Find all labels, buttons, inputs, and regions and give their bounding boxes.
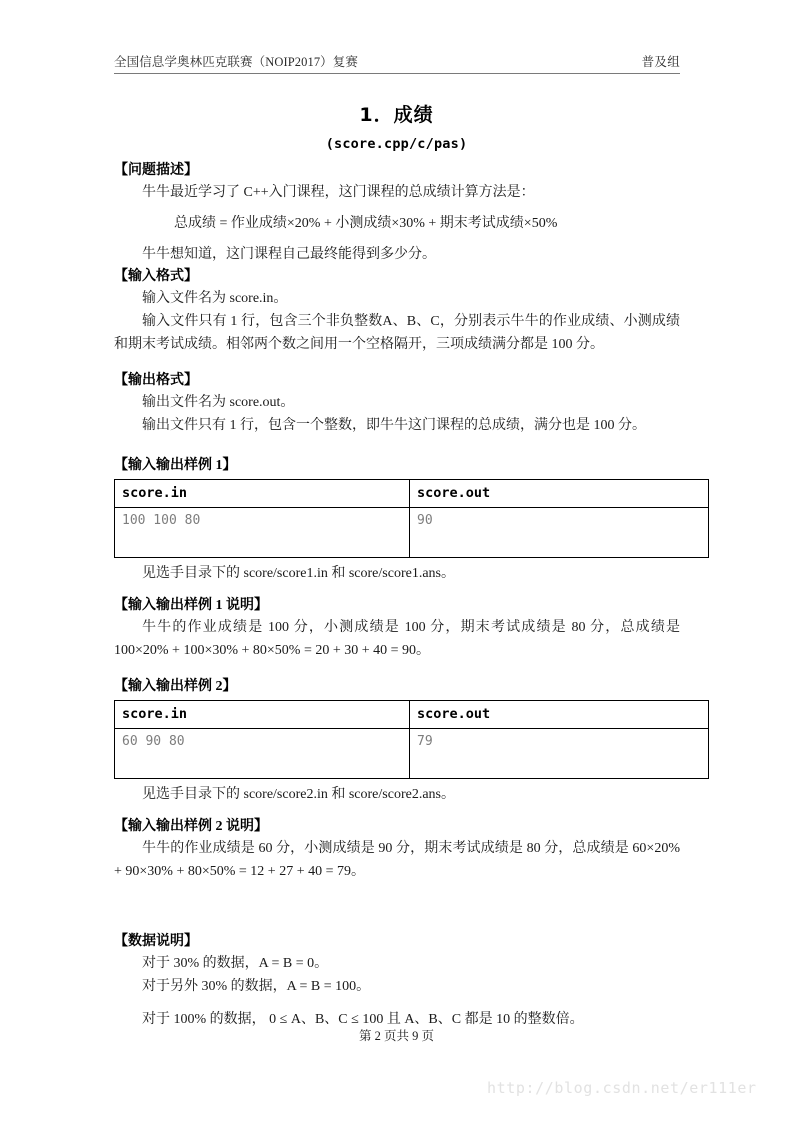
data-description-line-3: 对于 100% 的数据， 0 ≤ A、B、C ≤ 100 且 A、B、C 都是 10 的整数倍。 (142, 1012, 584, 1027)
sample-2-header-output: score.out (410, 701, 709, 729)
data-description-line-1: 对于 30% 的数据，A = B = 0。 (142, 956, 329, 971)
output-format-line-2: 输出文件只有 1 行，包含一个整数，即牛牛这门课程的总成绩，满分也是 100 分。 (142, 418, 646, 433)
section-heading-data-description: 【数据说明】 (114, 934, 198, 949)
header-contest-name: 全国信息学奥林匹克联赛（NOIP2017）复赛 (114, 55, 358, 69)
input-format-line-2: 输入文件只有 1 行，包含三个非负整数A、B、C，分别表示牛牛的作业成绩、小测成绩和期末考试成绩。相邻两个数之间用一个空格隔开，三项成绩满分都是 100 分。 (114, 314, 680, 352)
watermark-url: http://blog.csdn.net/er111er (487, 1079, 757, 1097)
sample-2-explanation-text: 牛牛的作业成绩是 60 分，小测成绩是 90 分，期末考试成绩是 80 分，总成绩是 60×20% + 90×30% + 80×50% = 12 + 27 + 40 = 79。 (114, 841, 680, 879)
table-row (115, 701, 709, 729)
page-subtitle-filenames: (score.cpp/c/pas) (325, 136, 468, 152)
sample-2-table (114, 700, 709, 779)
section-heading-sample-1: 【输入输出样例 1】 (114, 458, 237, 473)
sample-2-header-input: score.in (115, 701, 410, 729)
table-row (115, 508, 709, 558)
page-title: 1．成绩 (359, 104, 434, 126)
sample-1-output-value: 90 (410, 508, 709, 558)
section-heading-sample-2: 【输入输出样例 2】 (114, 679, 237, 694)
section-heading-sample-2-explanation: 【输入输出样例 2 说明】 (114, 819, 268, 834)
running-header (114, 54, 680, 74)
sample-1-file-note: 见选手目录下的 score/score1.in 和 score/score1.ans。 (142, 566, 455, 581)
sample-1-table (114, 479, 709, 558)
sample-2-input-value: 60 90 80 (115, 729, 410, 779)
table-row (115, 729, 709, 779)
section-heading-problem-description: 【问题描述】 (114, 163, 198, 178)
section-heading-sample-1-explanation: 【输入输出样例 1 说明】 (114, 598, 268, 613)
sample-1-header-output: score.out (410, 480, 709, 508)
sample-1-explanation-text: 牛牛的作业成绩是 100 分，小测成绩是 100 分，期末考试成绩是 80 分，总成绩是 100×20% + 100×30% + 80×50% = 20 + 30 + 40 = 90。 (114, 620, 680, 658)
problem-description-line-2: 牛牛想知道，这门课程自己最终能得到多少分。 (142, 247, 436, 262)
section-heading-input-format: 【输入格式】 (114, 269, 198, 284)
sample-1-header-input: score.in (115, 480, 410, 508)
input-format-line-1: 输入文件名为 score.in。 (142, 291, 288, 306)
sample-2-output-value: 79 (410, 729, 709, 779)
problem-description-line-1: 牛牛最近学习了 C++入门课程，这门课程的总成绩计算方法是： (142, 185, 535, 200)
page-footer: 第 2 页共 9 页 (358, 1029, 434, 1043)
table-row (115, 480, 709, 508)
section-heading-output-format: 【输出格式】 (114, 373, 198, 388)
document-body (114, 160, 680, 1031)
data-description-line-2: 对于另外 30% 的数据，A = B = 100。 (142, 979, 371, 994)
sample-2-file-note: 见选手目录下的 score/score2.in 和 score/score2.ans。 (142, 787, 455, 802)
problem-description-formula: 总成绩 = 作业成绩×20% + 小测成绩×30% + 期末考试成绩×50% (174, 216, 558, 231)
header-division: 普及组 (641, 55, 680, 69)
sample-1-input-value: 100 100 80 (115, 508, 410, 558)
output-format-line-1: 输出文件名为 score.out。 (142, 395, 295, 410)
